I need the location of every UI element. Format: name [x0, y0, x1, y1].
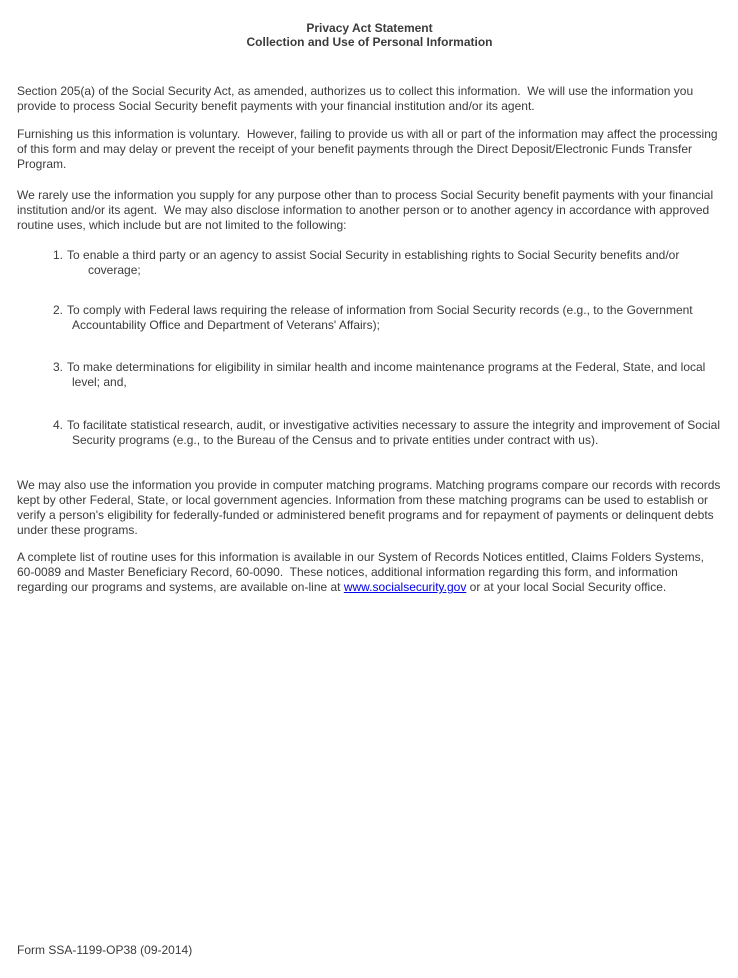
form-number: Form SSA-1199-OP38 (09-2014)	[17, 943, 193, 957]
privacy-act-statement-page	[0, 21, 738, 978]
title-line-2: Collection and Use of Personal Information	[246, 35, 493, 49]
document-title	[17, 21, 722, 49]
records-notices-text-after-link: or at your local Social Security office.	[466, 580, 667, 594]
list-item-3-text: To make determinations for eligibility in similar health and income maintenance programs at the Federal, State, and local level; and,	[67, 360, 709, 389]
paragraph-records-notices	[17, 550, 722, 595]
list-item-2-text: To comply with Federal laws requiring the release of information from Social Security records (e.g., to the Government Accountability Office and Department of Veterans' Affairs);	[67, 303, 696, 332]
list-item-1-text: To enable a third party or an agency to assist Social Security in establishing rights to Social Security benefits and/or coverage;	[67, 248, 683, 277]
title-line-1: Privacy Act Statement	[306, 21, 433, 35]
records-notices-text-before-link: A complete list of routine uses for this information is available in our System of Records Notices entitled, Claims Folders Systems, 60-0089 and Master Beneficiary Record, 60-0090. These notices, additional information regarding this form, and information regarding our programs and systems, are available on-line at	[17, 550, 708, 594]
list-item-2-number: 2.	[53, 303, 64, 317]
list-item-4-text: To facilitate statistical research, audit, or investigative activities necessary to assure the integrity and improvement of Social Security programs (e.g., to the Bureau of the Census and to private entities under contract with us).	[67, 418, 724, 447]
list-item-1-number: 1.	[53, 248, 64, 262]
list-item-4	[17, 418, 722, 448]
paragraph-authorization: Section 205(a) of the Social Security Act, as amended, authorizes us to collect this information. We will use the information you provide to process Social Security benefit payments with your financial institution and/or its agent.	[17, 84, 697, 113]
paragraph-routine-uses-intro: We rarely use the information you supply for any purpose other than to process Social Security benefit payments with your financial institution and/or its agent. We may also disclose information to another person or to another agency in accordance with approved routine uses, which include but are not limited to the following:	[17, 188, 717, 232]
list-item-2	[17, 303, 722, 333]
list-item-4-number: 4.	[53, 418, 64, 432]
paragraph-computer-matching: We may also use the information you provide in computer matching programs. Matching programs compare our records with records kept by other Federal, State, or local government agencies. Information from these matching programs can be used to establish or verify a person's eligibility for federally-funded or administered benefit programs and for repayment of payments or delinquent debts under these programs.	[17, 478, 724, 537]
list-item-3-number: 3.	[53, 360, 64, 374]
list-item-3	[17, 360, 722, 390]
socialsecurity-gov-link[interactable]: www.socialsecurity.gov	[343, 580, 467, 594]
list-item-1	[17, 248, 722, 278]
paragraph-voluntary: Furnishing us this information is voluntary. However, failing to provide us with all or part of the information may affect the processing of this form and may delay or prevent the receipt of your benefit payments through the Direct Deposit/Electronic Funds Transfer Program.	[17, 127, 721, 171]
